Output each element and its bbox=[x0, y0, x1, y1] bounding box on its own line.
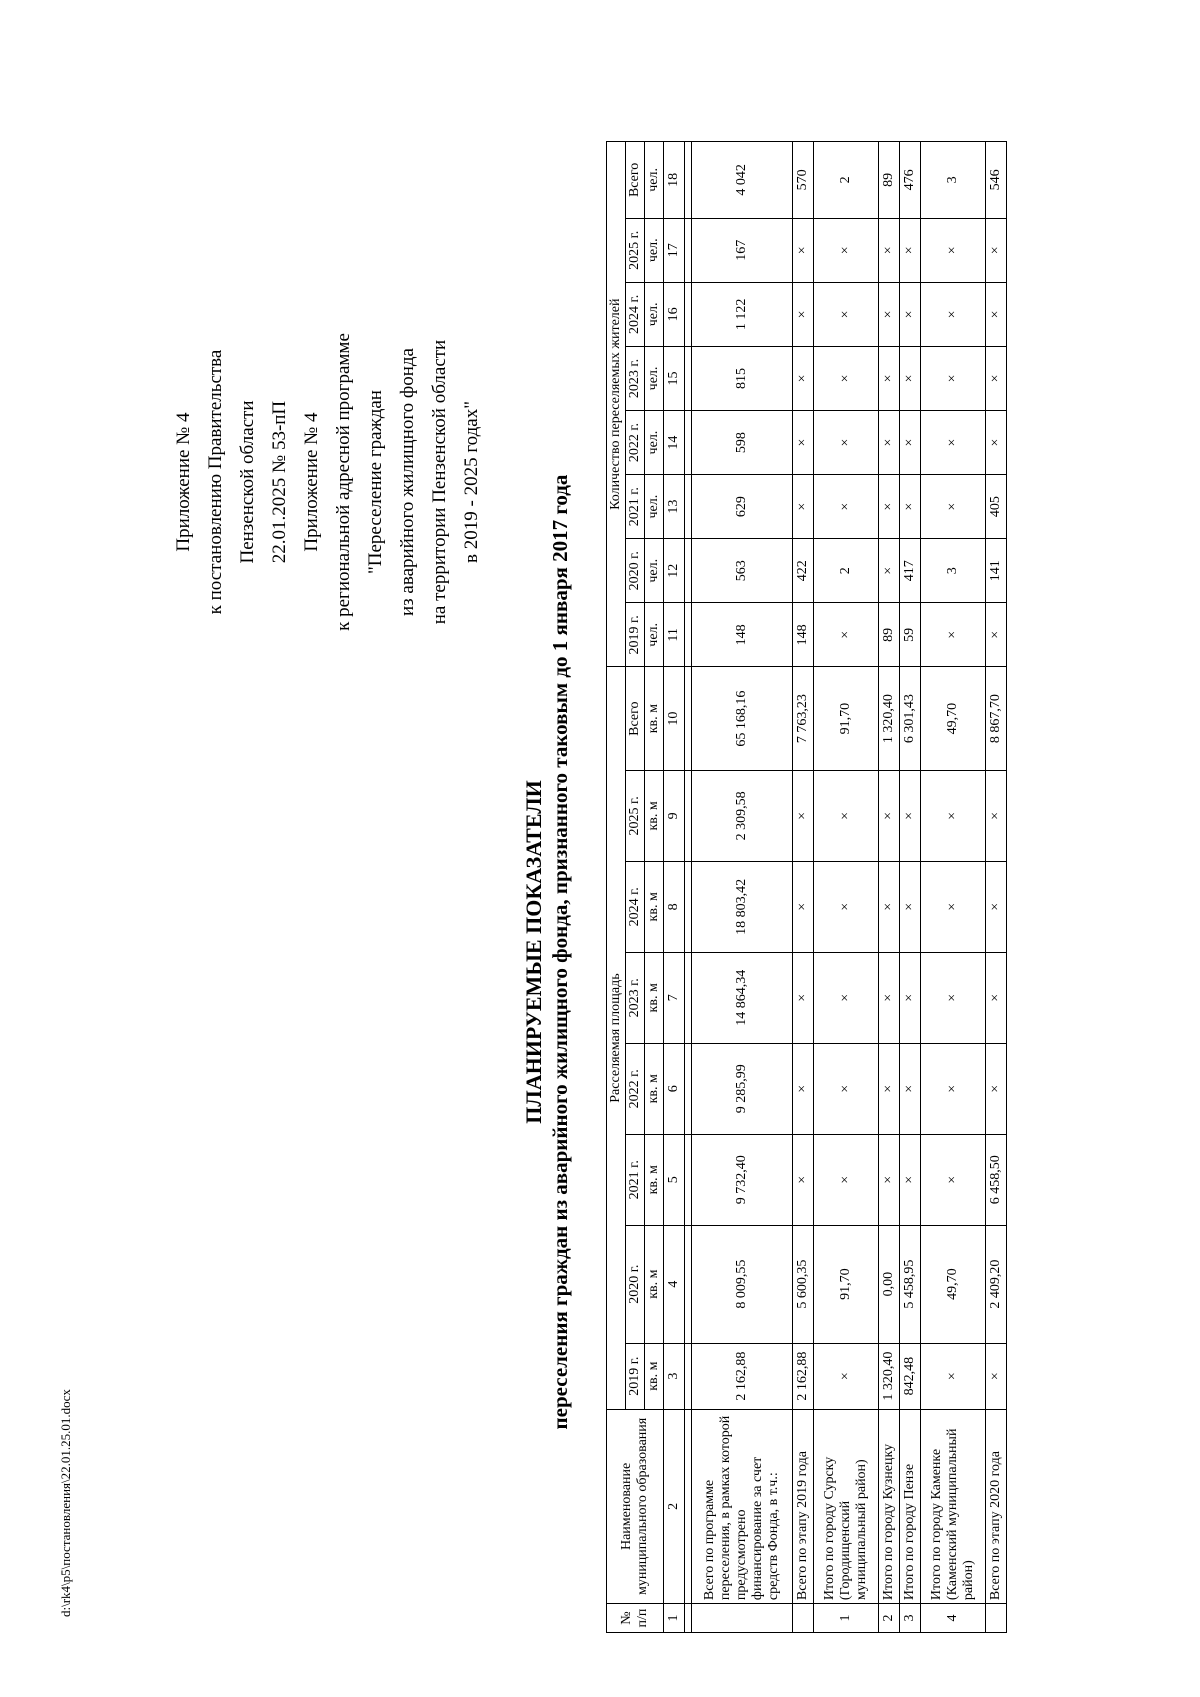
table-cell: × bbox=[900, 861, 921, 952]
table-cell: × bbox=[900, 475, 921, 539]
table-cell: 842,48 bbox=[900, 1343, 921, 1409]
column-index: 3 bbox=[664, 1343, 685, 1409]
appendix-line: "Переселение граждан bbox=[365, 390, 386, 574]
table-cell: 8 867,70 bbox=[986, 667, 1007, 770]
table-cell: 1 320,40 bbox=[879, 667, 900, 770]
table-cell: × bbox=[793, 218, 814, 282]
table-cell: × bbox=[879, 952, 900, 1043]
table-row bbox=[692, 142, 793, 1633]
appendix-line: в 2019 - 2025 годах" bbox=[461, 401, 482, 563]
table-cell: 6 458,50 bbox=[986, 1134, 1007, 1225]
municipality-name: Всего по этапу 2020 года bbox=[986, 1409, 1007, 1603]
column-index: 13 bbox=[664, 475, 685, 539]
table-cell: × bbox=[793, 346, 814, 410]
table-cell: × bbox=[879, 282, 900, 346]
table-cell: 476 bbox=[900, 142, 921, 219]
table-cell: 2 162,88 bbox=[692, 1343, 793, 1409]
table-cell: × bbox=[814, 218, 879, 282]
table-cell: 1 122 bbox=[692, 282, 793, 346]
appendix-header bbox=[168, 272, 488, 692]
table-cell: × bbox=[900, 411, 921, 475]
year-header: 2020 г. bbox=[626, 1225, 645, 1343]
unit-people: чел. bbox=[645, 411, 664, 475]
column-index: 16 bbox=[664, 282, 685, 346]
appendix-line: из аварийного жилищного фонда bbox=[397, 348, 418, 616]
table-cell: 1 320,40 bbox=[879, 1343, 900, 1409]
table-cell: 405 bbox=[986, 475, 1007, 539]
year-header: 2020 г. bbox=[626, 539, 645, 603]
municipality-name: Всего по программе переселения, в рамках которой предусмотрено финансирование за счет средств Фонда, в т.ч.: bbox=[692, 1409, 793, 1603]
table-cell: × bbox=[793, 1043, 814, 1134]
table-cell: × bbox=[879, 770, 900, 861]
table-cell: × bbox=[814, 1343, 879, 1409]
unit-area: кв. м bbox=[645, 952, 664, 1043]
table-cell: × bbox=[986, 770, 1007, 861]
table-cell: 3 bbox=[921, 142, 986, 219]
table-cell: × bbox=[879, 218, 900, 282]
municipality-name: Итого по городу Каменке (Каменский муниципальный район) bbox=[921, 1409, 986, 1603]
table-cell: × bbox=[879, 1134, 900, 1225]
year-header: 2022 г. bbox=[626, 411, 645, 475]
unit-people: чел. bbox=[645, 218, 664, 282]
table-cell: × bbox=[986, 346, 1007, 410]
table-cell: × bbox=[814, 1043, 879, 1134]
unit-people: чел. bbox=[645, 603, 664, 667]
table-cell: 2 162,88 bbox=[793, 1343, 814, 1409]
column-index: 15 bbox=[664, 346, 685, 410]
column-index: 14 bbox=[664, 411, 685, 475]
column-index: 17 bbox=[664, 218, 685, 282]
table-cell: × bbox=[921, 603, 986, 667]
table-row bbox=[900, 142, 921, 1633]
table-row bbox=[814, 142, 879, 1633]
table-cell: × bbox=[986, 218, 1007, 282]
table-cell: × bbox=[814, 952, 879, 1043]
appendix-line: к региональной адресной программе bbox=[333, 333, 354, 631]
appendix-line: Пензенской области bbox=[237, 400, 258, 564]
table-cell: × bbox=[986, 603, 1007, 667]
table-cell: 59 bbox=[900, 603, 921, 667]
table-cell: 2 bbox=[814, 539, 879, 603]
year-header: 2022 г. bbox=[626, 1043, 645, 1134]
table-cell: 14 864,34 bbox=[692, 952, 793, 1043]
column-index: 11 bbox=[664, 603, 685, 667]
table-cell: × bbox=[793, 770, 814, 861]
table-cell: 8 009,55 bbox=[692, 1225, 793, 1343]
table-cell: × bbox=[921, 282, 986, 346]
column-index: 6 bbox=[664, 1043, 685, 1134]
table-cell: × bbox=[921, 411, 986, 475]
table-cell: × bbox=[921, 770, 986, 861]
table-cell: × bbox=[986, 282, 1007, 346]
table-cell: × bbox=[814, 411, 879, 475]
table-cell: × bbox=[814, 346, 879, 410]
table-cell: 417 bbox=[900, 539, 921, 603]
table-cell: 141 bbox=[986, 539, 1007, 603]
table-cell: × bbox=[900, 1134, 921, 1225]
file-path-footer: d:\rk4\p5\постановления\22.01.25.01.docx bbox=[58, 1389, 73, 1617]
table-cell: × bbox=[921, 218, 986, 282]
municipality-name: Всего по этапу 2019 года bbox=[793, 1409, 814, 1603]
table-cell: 5 600,35 bbox=[793, 1225, 814, 1343]
table-cell: 546 bbox=[986, 142, 1007, 219]
table-cell: × bbox=[814, 1134, 879, 1225]
table-cell: 0,00 bbox=[879, 1225, 900, 1343]
table-cell: 570 bbox=[793, 142, 814, 219]
year-header: 2024 г. bbox=[626, 861, 645, 952]
table-cell: 89 bbox=[879, 142, 900, 219]
table-cell: × bbox=[793, 1134, 814, 1225]
table-cell: 6 301,43 bbox=[900, 667, 921, 770]
table-cell: × bbox=[879, 346, 900, 410]
table-cell: 2 bbox=[814, 142, 879, 219]
row-number: 2 bbox=[879, 1604, 900, 1633]
municipality-name: Итого по городу Пензе bbox=[900, 1409, 921, 1603]
year-header: 2025 г. bbox=[626, 770, 645, 861]
year-header: 2019 г. bbox=[626, 603, 645, 667]
row-number bbox=[986, 1604, 1007, 1633]
row-number: 4 bbox=[921, 1604, 986, 1633]
municipality-name: Итого по городу Сурску (Городищенский муниципальный район) bbox=[814, 1409, 879, 1603]
header-area: Расселяемая площадь bbox=[607, 667, 626, 1409]
table-cell: 91,70 bbox=[814, 667, 879, 770]
column-index: 9 bbox=[664, 770, 685, 861]
header-num: № п/п bbox=[607, 1604, 664, 1633]
table-cell: 2 309,58 bbox=[692, 770, 793, 861]
table-cell: × bbox=[793, 475, 814, 539]
row-number: 3 bbox=[900, 1604, 921, 1633]
unit-area: кв. м bbox=[645, 1343, 664, 1409]
table-cell: × bbox=[879, 411, 900, 475]
unit-people: чел. bbox=[645, 475, 664, 539]
table-row bbox=[793, 142, 814, 1633]
year-header: 2025 г. bbox=[626, 218, 645, 282]
table-row bbox=[986, 142, 1007, 1633]
table-cell: × bbox=[921, 1134, 986, 1225]
table-row bbox=[879, 142, 900, 1633]
year-header: 2021 г. bbox=[626, 475, 645, 539]
row-number: 1 bbox=[814, 1604, 879, 1633]
year-header: 2021 г. bbox=[626, 1134, 645, 1225]
column-index: 10 bbox=[664, 667, 685, 770]
title-line-2: переселения граждан из аварийного жилищного фонда, признанного таковым до 1 января 2017 года bbox=[548, 474, 572, 1430]
table-cell: × bbox=[900, 1043, 921, 1134]
table-cell: × bbox=[921, 861, 986, 952]
table-cell: × bbox=[814, 282, 879, 346]
column-index: 8 bbox=[664, 861, 685, 952]
table-cell: × bbox=[900, 952, 921, 1043]
table-cell: 815 bbox=[692, 346, 793, 410]
header-people: Количество переселяемых жителей bbox=[607, 142, 626, 667]
table-cell: 49,70 bbox=[921, 1225, 986, 1343]
unit-people: чел. bbox=[645, 142, 664, 219]
table-cell: × bbox=[793, 282, 814, 346]
table-cell: 563 bbox=[692, 539, 793, 603]
table-cell: × bbox=[921, 1043, 986, 1134]
table-cell: 167 bbox=[692, 218, 793, 282]
table-cell: × bbox=[879, 539, 900, 603]
table-cell: 49,70 bbox=[921, 667, 986, 770]
table-cell: 4 042 bbox=[692, 142, 793, 219]
table-cell: 18 803,42 bbox=[692, 861, 793, 952]
table-cell: × bbox=[814, 861, 879, 952]
year-header: 2023 г. bbox=[626, 952, 645, 1043]
year-header: Всего bbox=[626, 667, 645, 770]
unit-people: чел. bbox=[645, 539, 664, 603]
header-name: Наименование муниципального образования bbox=[607, 1409, 664, 1603]
table-cell: 148 bbox=[692, 603, 793, 667]
table-cell: 65 168,16 bbox=[692, 667, 793, 770]
document-title bbox=[520, 287, 574, 1617]
title-line-1: ПЛАНИРУЕМЫЕ ПОКАЗАТЕЛИ bbox=[521, 780, 546, 1124]
table-cell: 5 458,95 bbox=[900, 1225, 921, 1343]
municipality-name: Итого по городу Кузнецку bbox=[879, 1409, 900, 1603]
table-cell: × bbox=[900, 218, 921, 282]
table-cell: 3 bbox=[921, 539, 986, 603]
row-number bbox=[793, 1604, 814, 1633]
table-cell: 9 732,40 bbox=[692, 1134, 793, 1225]
appendix-line: 22.01.2025 № 53-пП bbox=[269, 400, 290, 564]
table-cell: × bbox=[814, 475, 879, 539]
column-index: 1 bbox=[664, 1604, 685, 1633]
table-cell: 7 763,23 bbox=[793, 667, 814, 770]
unit-area: кв. м bbox=[645, 1043, 664, 1134]
table-cell: 629 bbox=[692, 475, 793, 539]
unit-people: чел. bbox=[645, 282, 664, 346]
appendix-line: Приложение № 4 bbox=[173, 412, 194, 552]
unit-area: кв. м bbox=[645, 1225, 664, 1343]
table-cell: × bbox=[986, 1343, 1007, 1409]
table-cell: × bbox=[793, 861, 814, 952]
table-cell: × bbox=[986, 952, 1007, 1043]
unit-area: кв. м bbox=[645, 861, 664, 952]
column-index: 2 bbox=[664, 1409, 685, 1603]
unit-people: чел. bbox=[645, 346, 664, 410]
table-cell: 422 bbox=[793, 539, 814, 603]
table-cell: × bbox=[879, 475, 900, 539]
table-cell: × bbox=[879, 1043, 900, 1134]
table-cell: × bbox=[900, 282, 921, 346]
table-cell: × bbox=[921, 952, 986, 1043]
column-index-row bbox=[664, 142, 685, 1633]
column-index: 18 bbox=[664, 142, 685, 219]
table-cell: × bbox=[986, 861, 1007, 952]
year-header: 2024 г. bbox=[626, 282, 645, 346]
table-cell: 148 bbox=[793, 603, 814, 667]
table-cell: × bbox=[986, 411, 1007, 475]
table-cell: 91,70 bbox=[814, 1225, 879, 1343]
year-header: Всего bbox=[626, 142, 645, 219]
table-cell: × bbox=[793, 411, 814, 475]
table-cell: × bbox=[900, 346, 921, 410]
unit-area: кв. м bbox=[645, 770, 664, 861]
year-header: 2019 г. bbox=[626, 1343, 645, 1409]
table-cell: × bbox=[921, 475, 986, 539]
appendix-line: к постановлению Правительства bbox=[205, 349, 226, 615]
column-index: 4 bbox=[664, 1225, 685, 1343]
unit-area: кв. м bbox=[645, 1134, 664, 1225]
table-cell: 598 bbox=[692, 411, 793, 475]
column-index: 7 bbox=[664, 952, 685, 1043]
unit-area: кв. м bbox=[645, 667, 664, 770]
table-row bbox=[921, 142, 986, 1633]
indicators-table bbox=[606, 141, 1007, 1633]
table-cell: 89 bbox=[879, 603, 900, 667]
table-cell: × bbox=[814, 603, 879, 667]
table-cell: × bbox=[986, 1043, 1007, 1134]
column-index: 12 bbox=[664, 539, 685, 603]
table-cell: × bbox=[879, 861, 900, 952]
table-cell: × bbox=[921, 1343, 986, 1409]
table-cell: 2 409,20 bbox=[986, 1225, 1007, 1343]
column-index: 5 bbox=[664, 1134, 685, 1225]
table-cell: × bbox=[814, 770, 879, 861]
year-header: 2023 г. bbox=[626, 346, 645, 410]
appendix-line: на территории Пензенской области bbox=[429, 339, 450, 625]
table-cell: 9 285,99 bbox=[692, 1043, 793, 1134]
row-number bbox=[692, 1604, 793, 1633]
appendix-line: Приложение № 4 bbox=[301, 412, 322, 552]
table-cell: × bbox=[921, 346, 986, 410]
spacer-row bbox=[685, 142, 692, 1633]
table-cell: × bbox=[793, 952, 814, 1043]
table-cell: × bbox=[900, 770, 921, 861]
